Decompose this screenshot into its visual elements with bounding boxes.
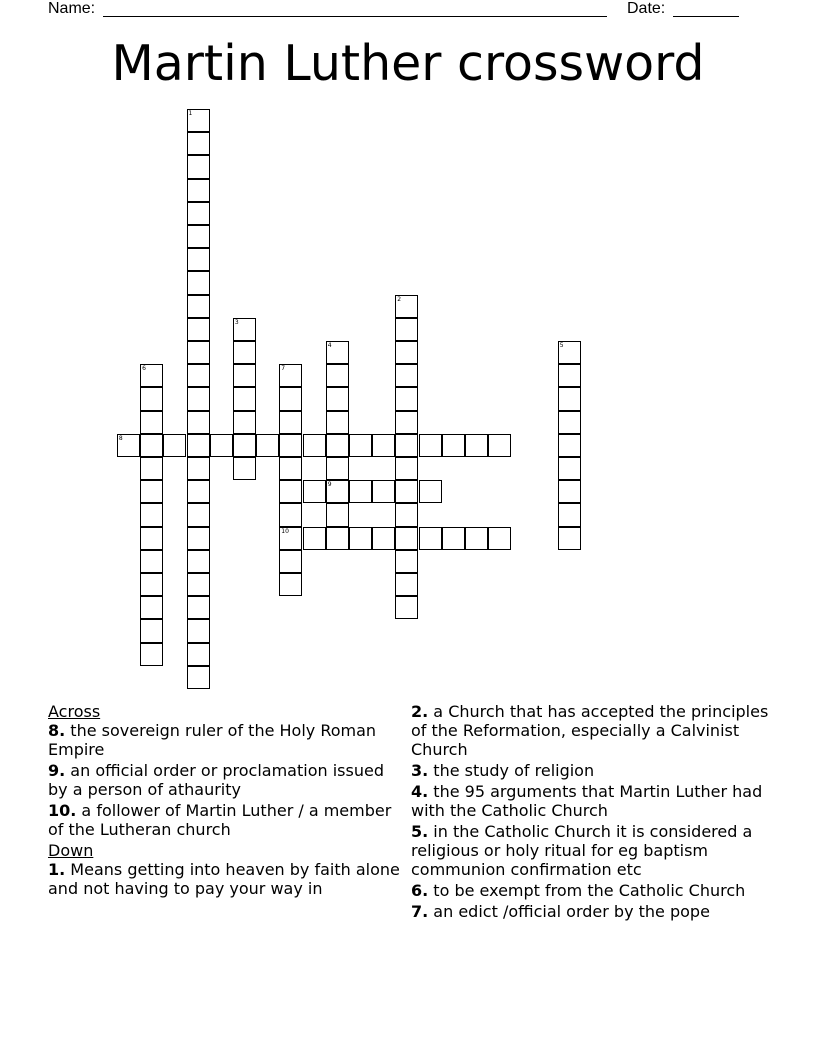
crossword-cell[interactable] [558,480,581,503]
clue-number-label: 5 [559,342,564,349]
clue-number-label: 2 [397,295,402,303]
crossword-cell[interactable] [233,318,256,341]
crossword-cell[interactable] [279,434,302,457]
crossword-cell[interactable] [140,527,163,550]
crossword-cell[interactable] [488,434,511,457]
crossword-cell[interactable] [395,573,418,596]
clue-number-label: 8 [118,434,123,442]
crossword-cell[interactable] [326,457,349,480]
crossword-cell[interactable] [140,480,163,503]
crossword-cell[interactable] [558,503,581,526]
crossword-cell[interactable] [395,341,418,364]
clue-across-8 [48,721,400,759]
clue-number-label: 3 [234,318,239,326]
clue-number-label: 1 [188,110,193,117]
clues-column-right [411,702,781,923]
name-label: Name: [48,0,96,17]
clue-text: the sovereign ruler of the Holy Roman Empire [48,721,377,759]
crossword-cell[interactable] [326,364,349,387]
crossword-cell[interactable] [187,573,210,596]
clue-down-1 [48,860,400,898]
clue-number-label: 6 [142,365,146,373]
crossword-cell[interactable] [256,434,279,457]
crossword-cell[interactable] [140,619,163,642]
clue-down-5 [411,822,781,879]
crossword-cell[interactable] [395,550,418,573]
crossword-cell[interactable] [279,573,302,596]
crossword-cell[interactable] [140,573,163,596]
crossword-cell[interactable] [558,434,581,457]
crossword-cell[interactable] [233,341,256,364]
crossword-cell[interactable] [279,527,302,550]
clue-text: a Church that has accepted the principles of the Reformation, especially a Calvinist Church [411,702,769,759]
clue-number: 1. [48,860,66,879]
clue-number: 3. [411,761,429,780]
crossword-cell[interactable] [395,387,418,410]
crossword-cell[interactable] [187,666,210,689]
crossword-cell[interactable] [558,387,581,410]
clue-number-label: 9 [327,481,332,489]
crossword-cell[interactable] [395,457,418,480]
crossword-cell[interactable] [187,550,210,573]
clue-number: 8. [48,721,66,740]
crossword-cell[interactable] [233,364,256,387]
clue-down-6 [411,881,781,900]
clue-text: to be exempt from the Catholic Church [428,881,746,900]
across-heading: Across [48,702,101,721]
crossword-cell[interactable] [349,527,372,550]
clue-down-7 [411,902,781,921]
crossword-cell[interactable] [395,434,418,457]
crossword-cell[interactable] [140,596,163,619]
crossword-cell[interactable] [233,434,256,457]
crossword-cell[interactable] [279,364,302,387]
crossword-cell[interactable] [187,109,210,132]
crossword-cell[interactable] [187,434,210,457]
clue-across-9 [48,761,400,799]
crossword-cell[interactable] [187,527,210,550]
crossword-cell[interactable] [187,480,210,503]
crossword-cell[interactable] [326,434,349,457]
clue-down-3 [411,761,781,780]
crossword-cell[interactable] [303,480,326,503]
crossword-cell[interactable] [140,364,163,387]
clue-number: 5. [411,822,429,841]
clue-number: 7. [411,902,429,921]
crossword-cell[interactable] [395,527,418,550]
crossword-cell[interactable] [187,341,210,364]
crossword-cell[interactable] [395,364,418,387]
clue-text: an edict /official order by the pope [428,902,710,921]
crossword-cell[interactable] [558,411,581,434]
crossword-cell[interactable] [326,503,349,526]
clue-down-2 [411,702,781,759]
crossword-cell[interactable] [140,457,163,480]
crossword-cell[interactable] [117,434,140,457]
crossword-cell[interactable] [140,643,163,666]
crossword-cell[interactable] [395,596,418,619]
crossword-cell[interactable] [372,527,395,550]
crossword-cell[interactable] [187,364,210,387]
crossword-cell[interactable] [187,155,210,178]
crossword-cell[interactable] [395,411,418,434]
clue-text: the study of religion [428,761,595,780]
crossword-cell[interactable] [187,271,210,294]
crossword-cell[interactable] [419,480,442,503]
clue-text: an official order or proclamation issued by a person of athaurity [48,761,384,799]
clue-text: in the Catholic Church it is considered a religious or holy ritual for eg baptism communion confirmation etc [411,822,753,879]
crossword-cell[interactable] [163,434,186,457]
crossword-cell[interactable] [349,434,372,457]
clue-text: a follower of Martin Luther / a member of the Lutheran church [48,801,392,839]
crossword-cell[interactable] [303,434,326,457]
crossword-cell[interactable] [187,132,210,155]
crossword-cell[interactable] [187,295,210,318]
clue-text: the 95 arguments that Martin Luther had with the Catholic Church [411,782,763,820]
crossword-cell[interactable] [187,596,210,619]
crossword-cell[interactable] [558,527,581,550]
clue-down-4 [411,782,781,820]
crossword-cell[interactable] [279,480,302,503]
crossword-cell[interactable] [140,411,163,434]
crossword-cell[interactable] [558,341,581,364]
crossword-cell[interactable] [187,248,210,271]
crossword-cell[interactable] [140,503,163,526]
clue-number: 9. [48,761,66,780]
crossword-cell[interactable] [349,480,372,503]
crossword-cell[interactable] [279,550,302,573]
crossword-cell[interactable] [279,387,302,410]
clue-number: 10. [48,801,77,820]
crossword-cell[interactable] [140,387,163,410]
crossword-cell[interactable] [279,457,302,480]
crossword-cell[interactable] [187,457,210,480]
crossword-cell[interactable] [187,411,210,434]
crossword-cell[interactable] [419,434,442,457]
crossword-cell[interactable] [187,202,210,225]
crossword-cell[interactable] [187,503,210,526]
clues-column-left [48,702,400,900]
crossword-cell[interactable] [187,225,210,248]
crossword-cell[interactable] [326,387,349,410]
crossword-cell[interactable] [187,619,210,642]
crossword-cell[interactable] [326,480,349,503]
crossword-cell[interactable] [419,527,442,550]
crossword-cell[interactable] [233,457,256,480]
clue-number: 2. [411,702,429,721]
crossword-cell[interactable] [210,434,233,457]
crossword-cell[interactable] [233,411,256,434]
clue-number-label: 4 [327,342,332,349]
crossword-cell[interactable] [442,434,465,457]
crossword-cell[interactable] [488,527,511,550]
crossword-cell[interactable] [303,527,326,550]
crossword-cell[interactable] [187,179,210,202]
clue-number-label: 7 [281,365,286,373]
crossword-cell[interactable] [326,341,349,364]
crossword-cell[interactable] [395,503,418,526]
crossword-cell[interactable] [558,457,581,480]
crossword-cell[interactable] [326,527,349,550]
crossword-cell[interactable] [395,318,418,341]
crossword-cell[interactable] [279,411,302,434]
crossword-cell[interactable] [187,387,210,410]
crossword-cell[interactable] [442,527,465,550]
crossword-cell[interactable] [140,550,163,573]
page-title: Martin Luther crossword [111,35,705,92]
clue-number-label: 10 [281,527,289,535]
clue-text: Means getting into heaven by faith alone and not having to pay your way in [48,860,400,898]
crossword-cell[interactable] [187,643,210,666]
crossword-cell[interactable] [465,434,488,457]
down-heading: Down [48,841,94,860]
crossword-cell[interactable] [187,318,210,341]
crossword-cell[interactable] [465,527,488,550]
crossword-cell[interactable] [233,387,256,410]
clue-number: 4. [411,782,429,801]
crossword-cell[interactable] [372,480,395,503]
crossword-cell[interactable] [395,480,418,503]
clue-number: 6. [411,881,429,900]
crossword-cell[interactable] [140,434,163,457]
crossword-cell[interactable] [326,411,349,434]
clue-across-10 [48,801,400,839]
crossword-cell[interactable] [279,503,302,526]
crossword-cell[interactable] [395,295,418,318]
crossword-cell[interactable] [558,364,581,387]
crossword-cell[interactable] [372,434,395,457]
date-label: Date: [627,0,666,17]
